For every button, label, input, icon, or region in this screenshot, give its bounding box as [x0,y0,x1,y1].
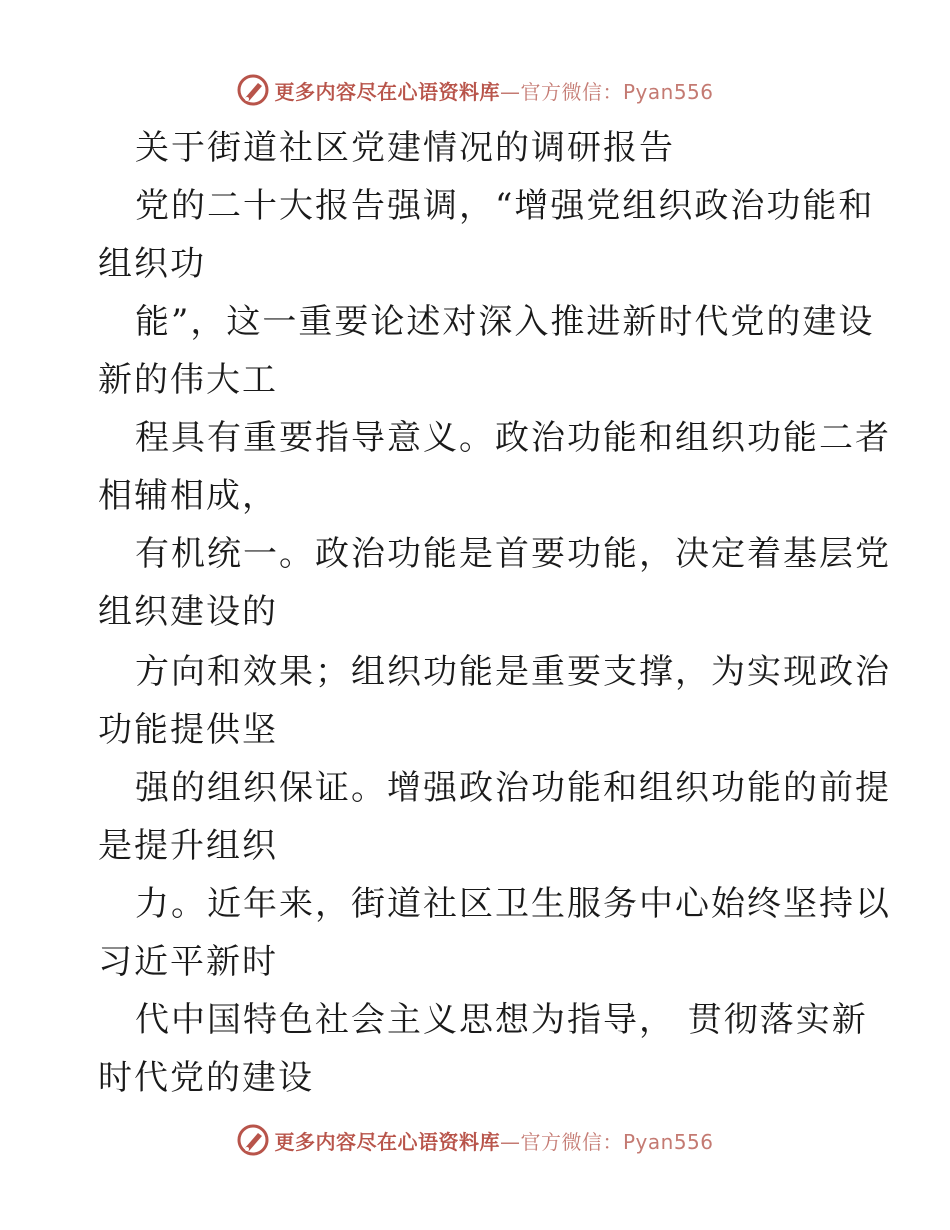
text-line: 能”，这一重要论述对深入推进新时代党的建设 [135,302,875,342]
footer-watermark [0,1120,950,1160]
text-line: 党的二十大报告强调，“增强党组织政治功能和 [135,186,875,226]
document-title: 关于街道社区党建情况的调研报告 [135,128,675,168]
header-watermark [0,70,950,110]
text-line: 力。近年来，街道社区卫生服务中心始终坚持以 [135,884,891,924]
pen-logo-icon [236,73,270,107]
text-line: 组织建设的 [98,592,278,632]
text-line: 方向和效果；组织功能是重要支撑，为实现政治 [135,652,891,692]
watermark-text: 更多内容尽在心语资料库 [274,1129,500,1154]
watermark-label: 官方微信： [520,1129,623,1154]
watermark-text: 更多内容尽在心语资料库 [274,79,500,104]
watermark-separator: — [499,1129,521,1154]
text-line: 时代党的建设 [98,1058,314,1098]
text-line: 功能提供坚 [98,710,278,750]
text-line: 新的伟大工 [98,360,278,400]
watermark-label: 官方微信： [520,79,623,104]
text-line: 相辅相成， [98,476,278,516]
text-line: 程具有重要指导意义。政治功能和组织功能二者 [135,418,891,458]
text-line: 代中国特色社会主义思想为指导， 贯彻落实新 [135,1000,868,1040]
text-line: 是提升组织 [98,826,278,866]
pen-logo-icon [236,1123,270,1157]
text-line: 强的组织保证。增强政治功能和组织功能的前提 [135,768,891,808]
text-line: 组织功 [98,244,206,284]
text-line: 习近平新时 [98,942,278,982]
watermark-separator: — [499,79,521,104]
watermark-handle: Pyan556 [622,1129,714,1154]
text-line: 有机统一。政治功能是首要功能，决定着基层党 [135,534,891,574]
watermark-handle: Pyan556 [622,79,714,104]
